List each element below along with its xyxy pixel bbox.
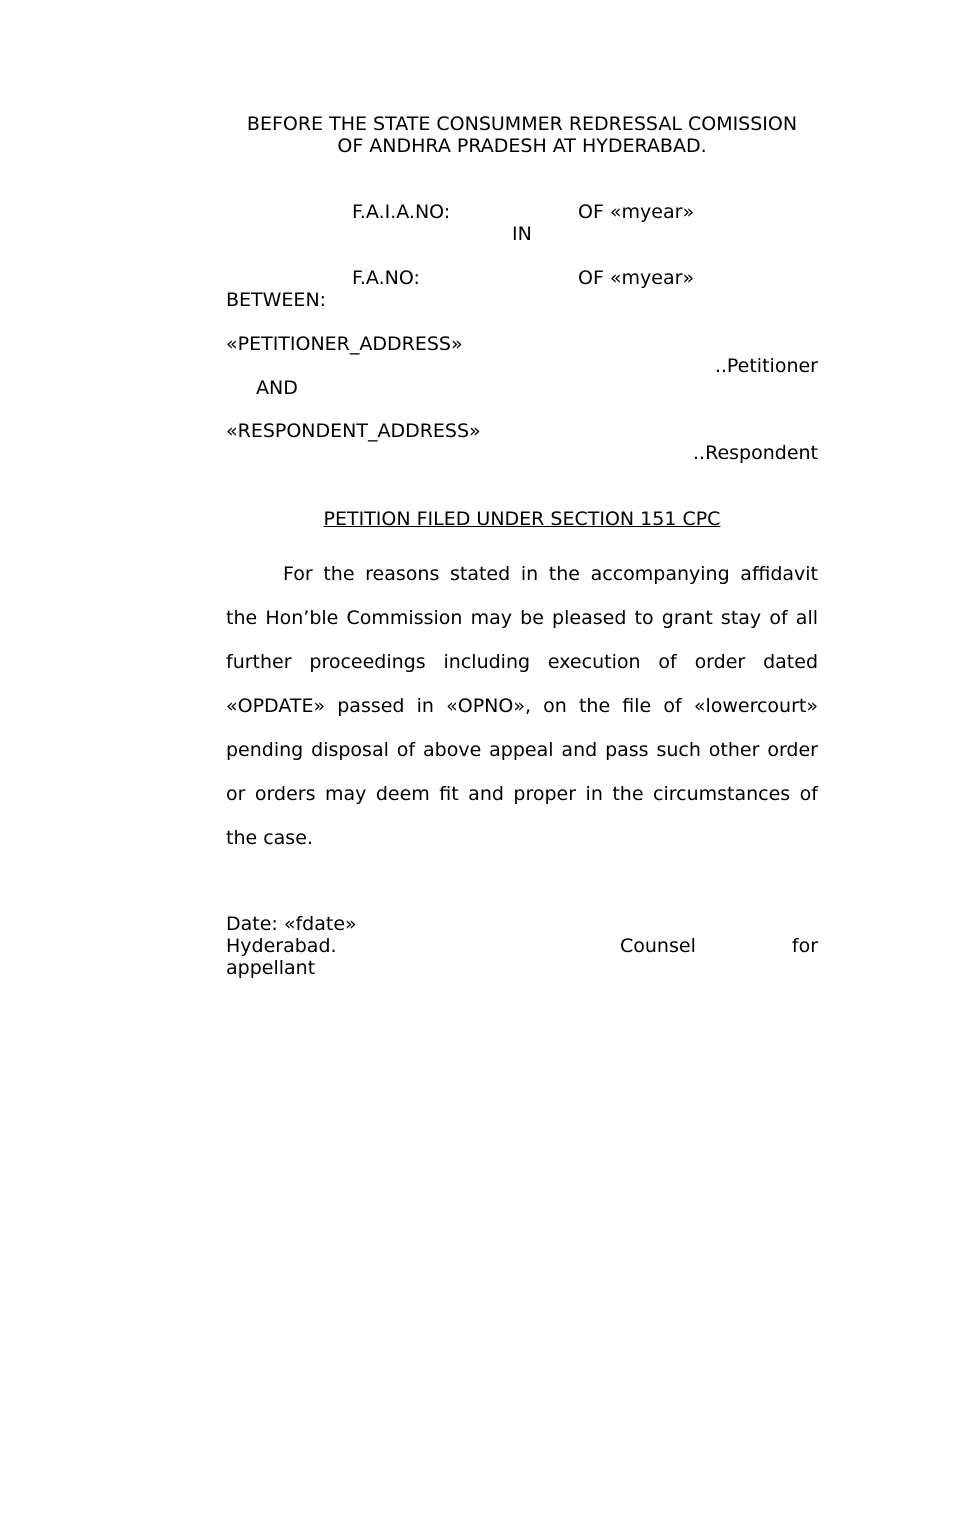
petitioner-role: ..Petitioner: [714, 355, 818, 377]
petition-body: For the reasons stated in the accompanying affidavit the Hon’ble Commission may be pleased to grant stay of all further proceedings including execution of order dated «OPDATE» passed in «OPNO», on the file of «lowercourt» pending disposal of above appeal and pass such other order or orders may deem fit and proper in the circumstances of the case.: [226, 563, 818, 849]
heading-line-1: BEFORE THE STATE CONSUMMER REDRESSAL COMISSION: [246, 113, 798, 135]
place-and-counsel: [226, 935, 818, 979]
fa-year-field: OF «myear»: [578, 267, 695, 289]
petition-title: [226, 508, 818, 530]
fa-number-label: F.A.NO:: [352, 267, 420, 289]
place-counsel-row: [226, 935, 818, 957]
respondent-address: «RESPONDENT_ADDRESS»: [226, 420, 481, 442]
and-label: AND: [256, 377, 298, 399]
respondent-role: ..Respondent: [693, 442, 818, 464]
petitioner-address: «PETITIONER_ADDRESS»: [226, 333, 463, 355]
faia-year-field: OF «myear»: [578, 201, 695, 223]
between-label: BETWEEN:: [226, 289, 327, 311]
heading-line-2: OF ANDHRA PRADESH AT HYDERABAD.: [337, 135, 707, 157]
date-line: Date: «fdate»: [226, 913, 357, 935]
counsel-words: [620, 935, 818, 957]
counsel-label: Counsel: [620, 935, 696, 957]
faia-number-label: F.A.I.A.NO:: [352, 201, 451, 223]
place-label: Hyderabad.: [226, 935, 337, 957]
appellant-label: appellant: [226, 957, 316, 979]
petition-title-text: PETITION FILED UNDER SECTION 151 CPC: [323, 508, 721, 530]
for-label: for: [791, 935, 818, 957]
in-label: IN: [512, 223, 532, 245]
